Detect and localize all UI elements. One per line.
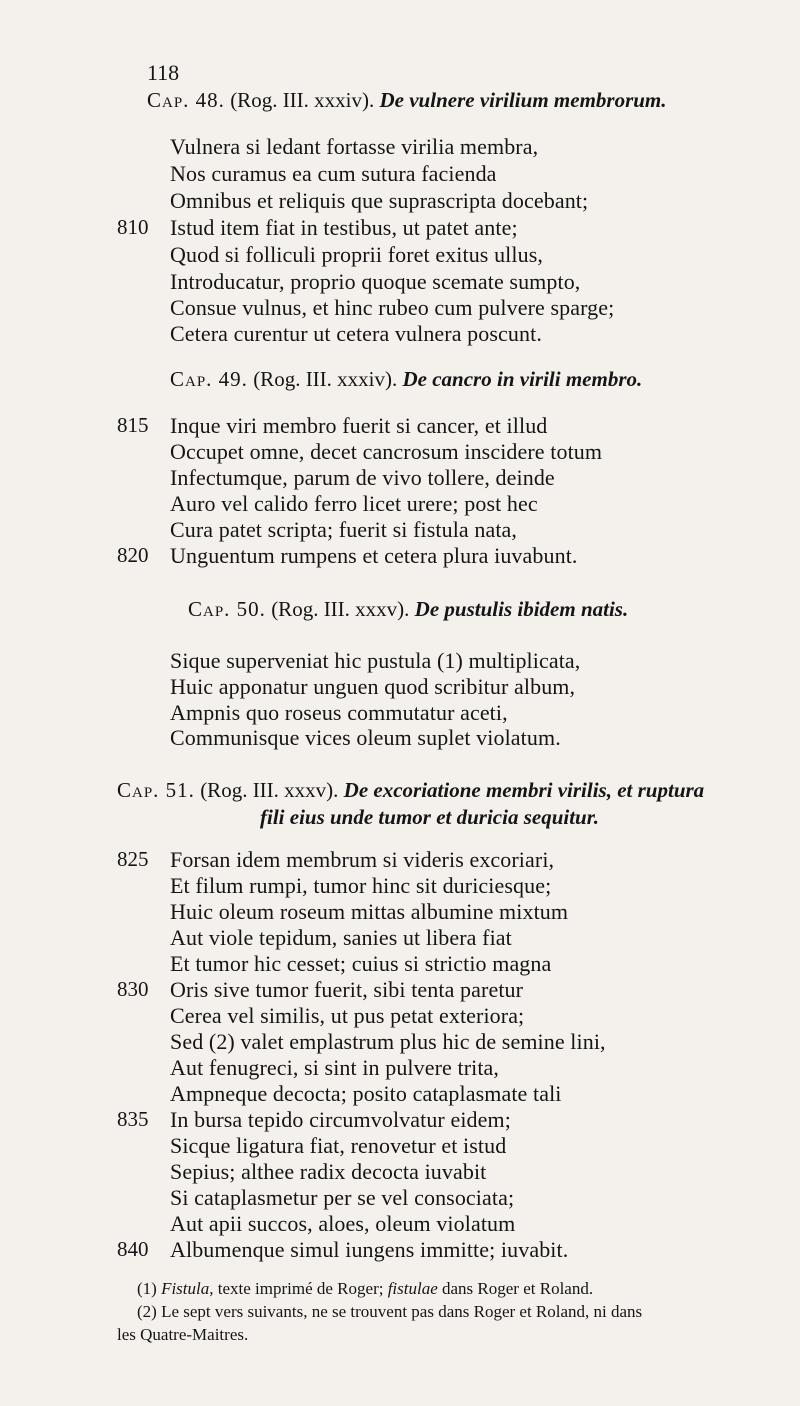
verse-line: Cura patet scripta; fuerit si fistula nata, — [170, 517, 518, 542]
footnote-mark: (1) — [137, 1279, 157, 1298]
verse-line: Cetera curentur ut cetera vulnera poscunt. — [170, 321, 542, 346]
verse-line: Ampnis quo roseus commutatur aceti, — [170, 700, 508, 725]
line-number: 825 — [117, 847, 149, 871]
chapter-heading-50 — [188, 597, 628, 622]
chapter-reference: (Rog. III. xxxiv). — [253, 367, 398, 391]
line-number: 830 — [117, 977, 149, 1001]
chapter-title: De pustulis ibidem natis. — [414, 597, 629, 621]
footnote-mark: (2) — [137, 1302, 157, 1321]
chapter-number: Cap. 48. — [147, 88, 225, 112]
verse-line: Forsan idem membrum si videris excoriari, — [170, 847, 555, 872]
chapter-title: De excoriatione membri virilis, et ruptura — [343, 778, 705, 802]
verse-line: Aut apii succos, aloes, oleum violatum — [170, 1211, 516, 1236]
verse-line: Sique superveniat hic pustula (1) multiplicata, — [170, 648, 581, 673]
chapter-number: Cap. 51. — [117, 778, 195, 802]
verse-line: Unguentum rumpens et cetera plura iuvabunt. — [170, 543, 578, 568]
verse-line: Omnibus et reliquis que suprascripta docebant; — [170, 188, 589, 213]
chapter-heading-51-continued — [260, 805, 599, 830]
chapter-reference: (Rog. III. xxxv). — [271, 597, 410, 621]
verse-line: Sed (2) valet emplastrum plus hic de semine lini, — [170, 1029, 606, 1054]
chapter-title-continued: fili eius unde tumor et duricia sequitur. — [260, 805, 599, 829]
line-number: 815 — [117, 413, 149, 437]
verse-line: Huic apponatur unguen quod scribitur album, — [170, 674, 576, 699]
verse-line: Sicque ligatura fiat, renovetur et istud — [170, 1133, 507, 1158]
verse-line: Albumenque simul iungens immitte; iuvabit. — [170, 1237, 569, 1262]
footnote-italic: fistulae — [387, 1279, 438, 1298]
verse-line: Istud item fiat in testibus, ut patet ante; — [170, 215, 518, 240]
footnote-italic: Fistula, — [161, 1279, 214, 1298]
footnote-text-continued: les Quatre-Maitres. — [117, 1325, 249, 1344]
verse-line: Cerea vel similis, ut pus petat exteriora; — [170, 1003, 525, 1028]
verse-line: Oris sive tumor fuerit, sibi tenta paretur — [170, 977, 524, 1002]
verse-line: Introducatur, proprio quoque scemate sumpto, — [170, 269, 581, 294]
verse-line: Occupet omne, decet cancrosum inscidere totum — [170, 439, 603, 464]
verse-line: Si cataplasmetur per se vel consociata; — [170, 1185, 515, 1210]
line-number: 835 — [117, 1107, 149, 1131]
footnote-1 — [137, 1279, 593, 1299]
footnote-text: dans Roger et Roland. — [437, 1279, 594, 1298]
chapter-title: De vulnere virilium membrorum. — [379, 88, 667, 112]
chapter-heading-49 — [170, 367, 642, 392]
verse-line: Nos curamus ea cum sutura facienda — [170, 161, 497, 186]
verse-line: Ampneque decocta; posito cataplasmate tali — [170, 1081, 562, 1106]
chapter-number: Cap. 49. — [170, 367, 248, 391]
chapter-reference: (Rog. III. xxxiv). — [230, 88, 375, 112]
footnote-text: Le sept vers suivants, ne se trouvent pas dans Roger et Roland, ni dans — [161, 1302, 643, 1321]
footnote-2 — [137, 1302, 642, 1322]
verse-line: Auro vel calido ferro licet urere; post hec — [170, 491, 538, 516]
verse-line: In bursa tepido circumvolvatur eidem; — [170, 1107, 511, 1132]
verse-line: Consue vulnus, et hinc rubeo cum pulvere sparge; — [170, 295, 615, 320]
chapter-heading-48 — [147, 88, 667, 113]
line-number: 820 — [117, 543, 149, 567]
chapter-reference: (Rog. III. xxxv). — [200, 778, 339, 802]
verse-line: Aut viole tepidum, sanies ut libera fiat — [170, 925, 512, 950]
verse-line: Inque viri membro fuerit si cancer, et illud — [170, 413, 548, 438]
footnote-text: texte imprimé de Roger; — [213, 1279, 388, 1298]
verse-line: Aut fenugreci, si sint in pulvere trita, — [170, 1055, 500, 1080]
chapter-heading-51 — [117, 778, 704, 803]
chapter-title: De cancro in virili membro. — [402, 367, 643, 391]
verse-line: Et tumor hic cesset; cuius si strictio magna — [170, 951, 552, 976]
verse-line: Sepius; althee radix decocta iuvabit — [170, 1159, 487, 1184]
line-number: 810 — [117, 215, 149, 239]
verse-line: Communisque vices oleum suplet violatum. — [170, 725, 561, 750]
verse-line: Huic oleum roseum mittas albumine mixtum — [170, 899, 569, 924]
verse-line: Et filum rumpi, tumor hinc sit duriciesque; — [170, 873, 552, 898]
line-number: 840 — [117, 1237, 149, 1261]
verse-line: Infectumque, parum de vivo tollere, deinde — [170, 465, 555, 490]
chapter-number: Cap. 50. — [188, 597, 266, 621]
verse-line: Vulnera si ledant fortasse virilia membra, — [170, 134, 539, 159]
footnote-2-continued — [117, 1325, 248, 1345]
page-number: 118 — [147, 60, 180, 85]
verse-line: Quod si folliculi proprii foret exitus ullus, — [170, 242, 543, 267]
